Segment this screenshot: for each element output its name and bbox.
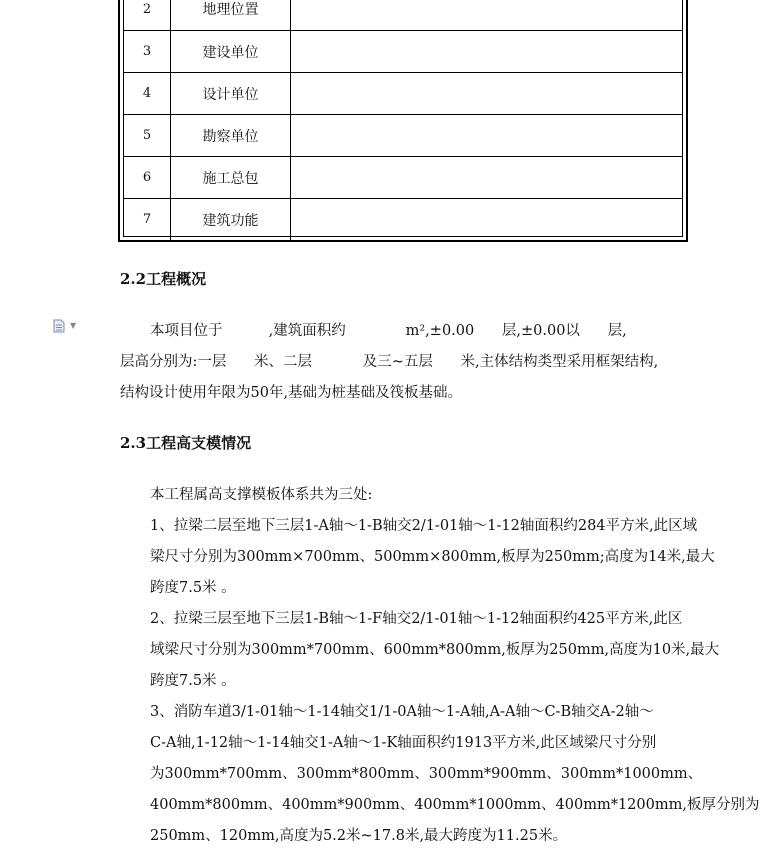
section-heading-2-3: 2.3工程高支模情况 xyxy=(120,434,252,452)
paragraph-line: C-A轴,1-12轴～1-14轴交1-A轴～1-K轴面积约1913平方米,此区域梁尺寸分别 xyxy=(150,735,657,751)
chevron-down-icon[interactable]: ▼ xyxy=(70,321,77,330)
paragraph-line: 本工程属高支撑模板体系共为三处: xyxy=(150,487,373,503)
row-item: 勘察单位 xyxy=(171,115,291,156)
table-row xyxy=(124,114,682,156)
table-row xyxy=(124,30,682,72)
paragraph-line: 400mm*800mm、400mm*900mm、400mm*1000mm、400mm*1200mm,板厚分别为 xyxy=(150,797,760,813)
table-row xyxy=(124,72,682,114)
row-item: 施工总包 xyxy=(171,157,291,198)
paragraph-line: 2、拉梁三层至地下三层1-B轴～1-F轴交2/1-01轴～1-12轴面积约425平方米,此区 xyxy=(150,611,683,627)
row-item: 地理位置 xyxy=(171,0,291,30)
paragraph-line: 结构设计使用年限为50年,基础为桩基础及筏板基础。 xyxy=(120,385,463,401)
section-heading-2-2: 2.2工程概况 xyxy=(120,270,207,288)
row-number: 5 xyxy=(124,115,171,156)
table-row xyxy=(124,198,682,240)
table-row xyxy=(124,156,682,198)
paragraph-line: 1、拉梁二层至地下三层1-A轴～1-B轴交2/1-01轴～1-12轴面积约284平方米,此区域 xyxy=(150,518,698,534)
paragraph-line: 本项目位于 ,建筑面积约 m²,±0.00 层,±0.00以 层, xyxy=(150,323,627,339)
paragraph-line: 跨度7.5米 。 xyxy=(150,673,236,689)
project-info-table xyxy=(118,0,688,242)
paragraph-line: 250mm、120mm,高度为5.2米~17.8米,最大跨度为11.25米。 xyxy=(150,828,568,844)
row-number: 6 xyxy=(124,157,171,198)
paragraph-line: 3、消防车道3/1-01轴～1-14轴交1/1-0A轴～1-A轴,A-A轴～C-B轴交A-2轴～ xyxy=(150,704,654,720)
paragraph-line: 域梁尺寸分别为300mm*700mm、600mm*800mm,板厚为250mm,高度为10米,最大 xyxy=(150,642,720,658)
row-number: 2 xyxy=(124,0,171,30)
row-item: 建设单位 xyxy=(171,31,291,72)
paragraph-line: 层高分别为:一层 米、二层 及三~五层 米,主体结构类型采用框架结构, xyxy=(120,354,659,370)
table-body xyxy=(123,0,683,237)
paragraph-marker-icon[interactable] xyxy=(53,319,65,333)
paragraph-line: 为300mm*700mm、300mm*800mm、300mm*900mm、300mm*1000mm、 xyxy=(150,766,703,782)
paragraph-line: 梁尺寸分别为300mm×700mm、500mm×800mm,板厚为250mm;高度为14米,最大 xyxy=(150,549,715,565)
row-item: 设计单位 xyxy=(171,73,291,114)
table-row xyxy=(124,0,682,30)
row-number: 7 xyxy=(124,199,171,240)
row-number: 3 xyxy=(124,31,171,72)
row-number: 4 xyxy=(124,73,171,114)
row-item: 建筑功能 xyxy=(171,199,291,240)
paragraph-line: 跨度7.5米 。 xyxy=(150,580,236,596)
